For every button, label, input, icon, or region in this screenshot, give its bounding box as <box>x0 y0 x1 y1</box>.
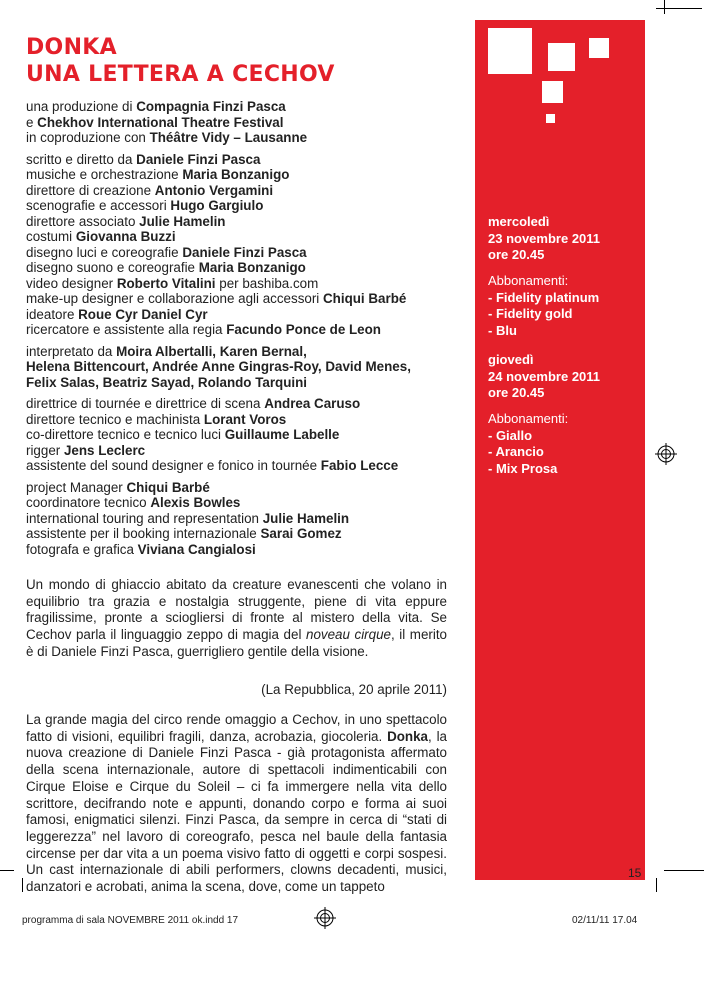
credit-line <box>26 359 476 375</box>
text-run: coordinatore tecnico <box>26 495 151 510</box>
decorative-square <box>542 81 563 103</box>
crop-mark <box>0 870 14 871</box>
footer-date: 02/11/11 17.04 <box>572 915 638 926</box>
bold-text: Felix Salas, Beatriz Sayad, Rolando Tarquini <box>26 374 308 390</box>
decorative-square <box>589 38 609 58</box>
page-title <box>26 34 335 88</box>
performance-date: 23 novembre 2011 <box>488 230 601 246</box>
text-run: per bashiba.com <box>215 275 319 291</box>
performance-1 <box>488 214 600 264</box>
text-run: assistente del sound designer e fonico in tournée <box>26 458 321 473</box>
text-run: La grande magia del circo rende omaggio a Cechov, in uno spettacolo fatto di visioni, equilibri fragili, danza, acrobazia, giocoleria. <box>26 712 447 744</box>
text-run: assistente per il booking internazionale <box>26 526 261 541</box>
text-run: disegno luci e coreografie <box>26 244 183 260</box>
credit-line <box>26 458 476 474</box>
bold-text: Moira Albertalli, Karen Bernal, <box>116 343 307 359</box>
credit-line <box>26 260 476 276</box>
credit-line <box>26 245 476 261</box>
credit-line <box>26 99 476 115</box>
subscription-item: - Fidelity gold <box>488 306 573 321</box>
credit-line <box>26 480 476 496</box>
bold-text: Compagnia Finzi Pasca <box>136 99 286 114</box>
bold-text: Daniele Finzi Pasca <box>182 244 307 260</box>
credit-line <box>26 396 476 412</box>
subscription-item: - Fidelity platinum <box>488 289 600 305</box>
bold-text: Guillaume Labelle <box>224 427 340 442</box>
text-run: scenografie e accessori <box>26 198 171 213</box>
text-run: direttore di creazione <box>26 182 155 198</box>
bold-text: Daniele Finzi Pasca <box>136 151 261 167</box>
credit-line <box>26 427 476 443</box>
bold-text: Chekhov International Theatre Festival <box>37 114 284 130</box>
bold-text: Antonio Vergamini <box>154 182 274 198</box>
subscriptions-label: Abbonamenti: <box>488 411 569 426</box>
text-run: costumi <box>26 229 76 244</box>
text-run: e <box>26 114 38 130</box>
credit-line <box>26 152 476 168</box>
bold-text: Fabio Lecce <box>320 458 399 473</box>
bold-text: Lorant Voros <box>203 411 287 427</box>
performance-day: mercoledì <box>488 214 550 229</box>
review-quote <box>26 577 447 661</box>
credit-line <box>26 291 476 307</box>
text-run: in coproduzione con <box>26 130 150 145</box>
bold-text: Helena Bittencourt, Andrée Anne Gingras-Roy, David Menes, <box>26 359 411 374</box>
performance-2 <box>488 352 600 402</box>
performance-date: 24 novembre 2011 <box>488 368 601 384</box>
text-run: Un mondo di ghiaccio abitato da creature evanescenti che volano in equilibrio tra grazia e nostalgia struggente, piene di vita eppure fragilissime, pronte a sciogliersi di fronte al mistero della vita. Se Cechov parla il linguaggio zeppo di magia del <box>26 577 447 643</box>
bold-text: Donka <box>387 728 428 744</box>
title-line-1: DONKA <box>26 35 117 60</box>
credit-line <box>26 183 476 199</box>
decorative-square <box>546 114 555 123</box>
crop-mark <box>22 878 23 892</box>
bold-text: Julie Hamelin <box>139 213 226 229</box>
credit-line <box>26 276 476 292</box>
text-run: disegno suono e coreografie <box>26 260 199 275</box>
performance-time: ore 20.45 <box>488 247 545 262</box>
credit-line <box>26 542 476 558</box>
decorative-square <box>488 28 532 74</box>
credit-line <box>26 130 476 146</box>
bold-text: Hugo Gargiulo <box>170 198 264 213</box>
credits-block <box>26 99 476 557</box>
text-run: direttore associato <box>26 213 140 229</box>
text-run: rigger <box>26 442 64 458</box>
bold-text: Roue Cyr Daniel Cyr <box>78 306 208 322</box>
bold-text: Giovanna Buzzi <box>75 229 176 244</box>
subscription-item: - Blu <box>488 322 517 338</box>
credit-line <box>26 443 476 459</box>
credit-line <box>26 526 476 542</box>
credit-line <box>26 344 476 360</box>
text-run: , la nuova creazione di Daniele Finzi Pasca - già protagonista affermato della scena internazionale, autore di spettacoli indimenticabili con Cirque Eloise e Cirque du Soleil – ci fa immergere nella vita dello scrittore, decifrando note e appunti, donando corpo e forma ai suoi famosi, enigmatici silenzi. Finzi Pasca, da sempre in cerca di “stati di leggerezza” nel lavoro di coreografo, pesca nel baule della fantasia circense per dar vita a un poema visivo fatto di oggetti e corpi sospesi. Un cast internazionale di abili performers, clowns decadenti, musici, danzatori e acrobati, anima la scena, dove, come un tappeto <box>26 728 447 895</box>
text-run: fotografa e grafica <box>26 541 138 557</box>
credit-line <box>26 214 476 230</box>
subscriptions-2 <box>488 411 568 477</box>
italic-text: noveau cirque <box>306 627 391 643</box>
bold-text: Chiqui Barbé <box>323 291 407 306</box>
text-run: direttrice di tournée e direttrice di scena <box>26 396 265 411</box>
review-citation: (La Repubblica, 20 aprile 2011) <box>261 682 447 697</box>
bold-text: Andrea Caruso <box>264 396 361 411</box>
bold-text: Théâtre Vidy – Lausanne <box>149 130 308 145</box>
credit-line <box>26 229 476 245</box>
performance-day: giovedì <box>488 352 534 367</box>
credit-line <box>26 412 476 428</box>
bold-text: Sarai Gomez <box>260 526 342 541</box>
text-run: , il merito è di Daniele Finzi Pasca, guerrigliero gentile della visione. <box>26 627 447 659</box>
subscription-item: - Giallo <box>488 427 533 443</box>
text-run: musiche e orchestrazione <box>26 167 183 182</box>
page-number: 15 <box>628 866 642 880</box>
subscription-item: - Arancio <box>488 444 544 459</box>
crop-mark <box>656 878 657 892</box>
credit-line <box>26 115 476 131</box>
credit-line <box>26 322 476 338</box>
subscriptions-label: Abbonamenti: <box>488 273 569 288</box>
bold-text: Alexis Bowles <box>150 495 241 510</box>
registration-mark-icon <box>314 907 336 929</box>
text-run: una produzione di <box>26 99 137 114</box>
text-run: ricercatore e assistente alla regia <box>26 322 227 337</box>
crop-mark <box>664 0 665 14</box>
subscriptions-1 <box>488 273 599 339</box>
credit-line <box>26 198 476 214</box>
bold-text: Facundo Ponce de Leon <box>226 322 381 337</box>
bold-text: Viviana Cangialosi <box>137 541 256 557</box>
bold-text: Julie Hamelin <box>262 510 350 526</box>
bold-text: Chiqui Barbé <box>126 479 210 495</box>
text-run: make-up designer e collaborazione agli accessori <box>26 291 323 306</box>
text-run: direttore tecnico e machinista <box>26 411 204 427</box>
text-run: interpretato da <box>26 343 117 359</box>
registration-mark-icon <box>655 443 677 465</box>
text-run: international touring and representation <box>26 510 263 526</box>
credit-line <box>26 167 476 183</box>
bold-text: Maria Bonzanigo <box>198 260 306 275</box>
crop-mark <box>664 870 704 871</box>
bold-text: Maria Bonzanigo <box>182 167 290 182</box>
credit-line <box>26 511 476 527</box>
decorative-square <box>548 43 575 71</box>
text-run: scritto e diretto da <box>26 151 137 167</box>
text-run: co-direttore tecnico e tecnico luci <box>26 427 225 442</box>
text-run: ideatore <box>26 306 79 322</box>
credit-line <box>26 495 476 511</box>
text-run: project Manager <box>26 479 127 495</box>
bold-text: Jens Leclerc <box>63 442 146 458</box>
credit-line <box>26 375 476 391</box>
subscription-item: - Mix Prosa <box>488 460 558 476</box>
show-description <box>26 712 447 896</box>
footer-filename: programma di sala NOVEMBRE 2011 ok.indd 17 <box>22 915 239 926</box>
text-run: video designer <box>26 275 117 291</box>
crop-mark <box>656 8 702 9</box>
bold-text: Roberto Vitalini <box>116 275 216 291</box>
credit-line <box>26 307 476 323</box>
performance-time: ore 20.45 <box>488 385 545 400</box>
title-line-2: UNA LETTERA A CECHOV <box>26 62 335 87</box>
